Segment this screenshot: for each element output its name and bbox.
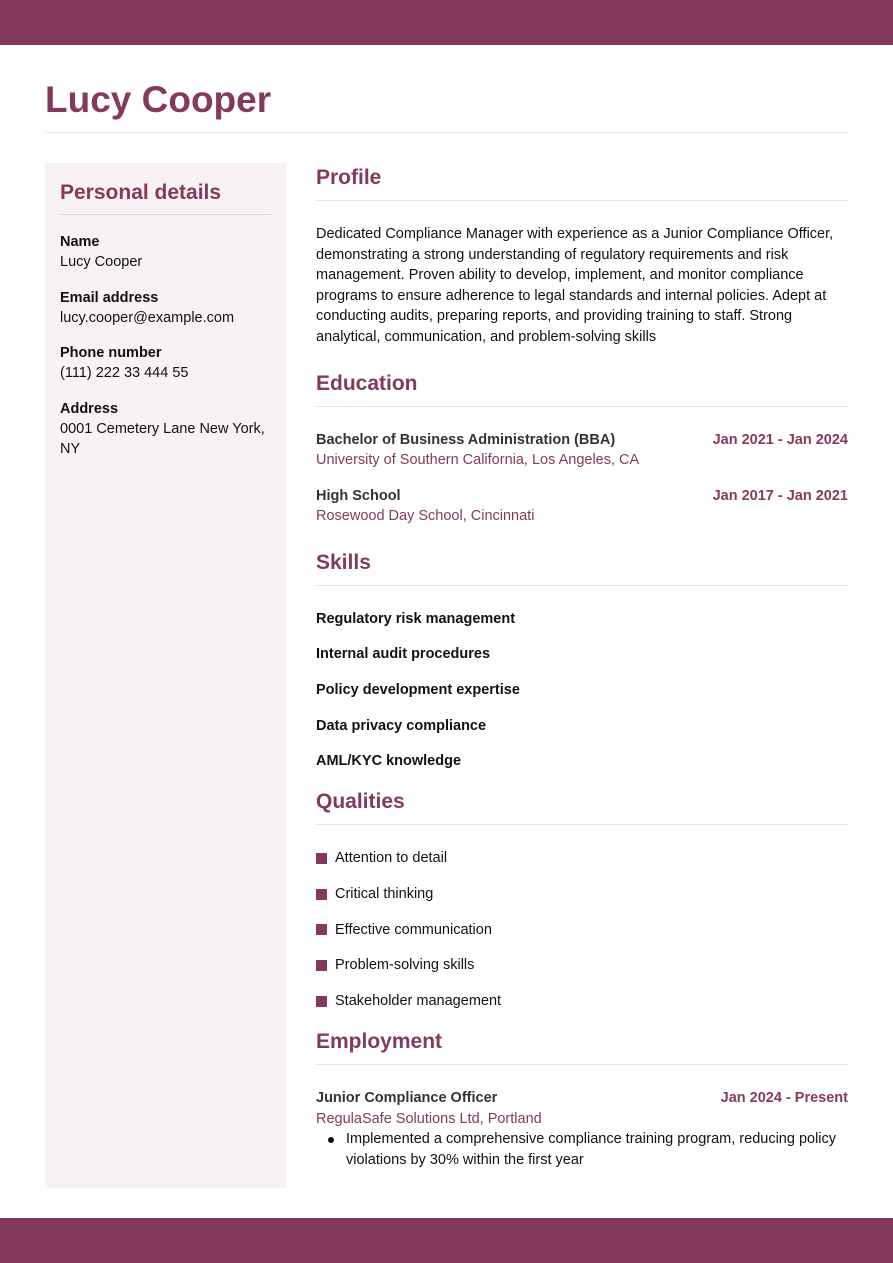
education-dates: Jan 2017 - Jan 2021 [712,487,848,504]
education-school: Rosewood Day School, Cincinnati [316,508,535,525]
employment-section [316,1028,848,1170]
detail-phone [60,343,271,384]
skills-list [316,609,848,772]
education-heading: Education [316,370,848,407]
job-achievements [316,1129,848,1170]
detail-address [60,399,271,460]
detail-name [60,232,271,273]
quality-label: Effective communication [335,921,492,938]
quality-item [316,848,848,868]
detail-email [60,288,271,329]
skill-item: AML/KYC knowledge [316,753,462,770]
skill-item: Data privacy compliance [316,717,487,734]
detail-label: Name [60,234,100,250]
education-degree: High School [316,487,401,504]
square-bullet-icon [316,853,327,864]
quality-label: Stakeholder management [335,993,502,1010]
education-school: University of Southern California, Los Angeles, CA [316,452,640,469]
job-dates: Jan 2024 - Present [720,1090,848,1107]
skills-section [316,549,848,772]
square-bullet-icon [316,889,327,900]
detail-label: Phone number [60,345,162,361]
quality-item [316,884,848,904]
square-bullet-icon [316,996,327,1007]
detail-label: Email address [60,289,159,306]
quality-item [316,991,848,1011]
main-column [316,164,848,1185]
header-bar [0,0,893,45]
square-bullet-icon [316,960,327,971]
profile-text: Dedicated Compliance Manager with experience as a Junior Compliance Officer, demonstrating a strong understanding of regulatory requirements and risk management. Proven ability to develop, implement, and monitor compliance programs to ensure adherence to legal standards and internal policies. Adept at conducting audits, preparing reports, and providing training to staff. Strong analytical, communication, and problem-solving skills [316,226,834,345]
detail-value: 0001 Cemetery Lane New York, NY [60,420,265,457]
qualities-heading: Qualities [316,788,848,825]
skill-item: Internal audit procedures [316,646,491,663]
quality-item [316,955,848,975]
employment-entry [316,1088,848,1170]
detail-label: Address [60,400,119,417]
quality-label: Attention to detail [335,850,448,867]
education-entry [316,486,848,527]
job-title: Junior Compliance Officer [316,1090,498,1107]
education-dates: Jan 2021 - Jan 2024 [712,431,848,448]
detail-value: Lucy Cooper [60,254,143,270]
square-bullet-icon [316,924,327,935]
quality-label: Problem-solving skills [335,957,475,974]
resume-name: Lucy Cooper [45,79,272,120]
skill-item: Policy development expertise [316,681,520,698]
personal-details-heading: Personal details [60,179,271,215]
job-achievement-item: Implemented a comprehensive compliance training program, reducing policy violations by 30% within the first year [316,1129,848,1170]
employment-heading: Employment [316,1028,848,1065]
quality-item [316,920,848,940]
profile-section [316,164,848,348]
qualities-list [316,848,848,1011]
education-degree: Bachelor of Business Administration (BBA) [316,431,616,448]
personal-details-sidebar [45,163,286,1188]
detail-value: (111) 222 33 444 55 [60,365,189,381]
education-section [316,370,848,527]
title-divider [45,132,848,133]
education-entry [316,430,848,471]
detail-value: lucy.cooper@example.com [60,309,235,326]
skills-heading: Skills [316,549,848,586]
quality-label: Critical thinking [335,886,434,902]
profile-heading: Profile [316,164,848,201]
qualities-section [316,788,848,1011]
job-employer: RegulaSafe Solutions Ltd, Portland [316,1110,542,1127]
skill-item: Regulatory risk management [316,610,516,627]
footer-bar [0,1218,893,1263]
